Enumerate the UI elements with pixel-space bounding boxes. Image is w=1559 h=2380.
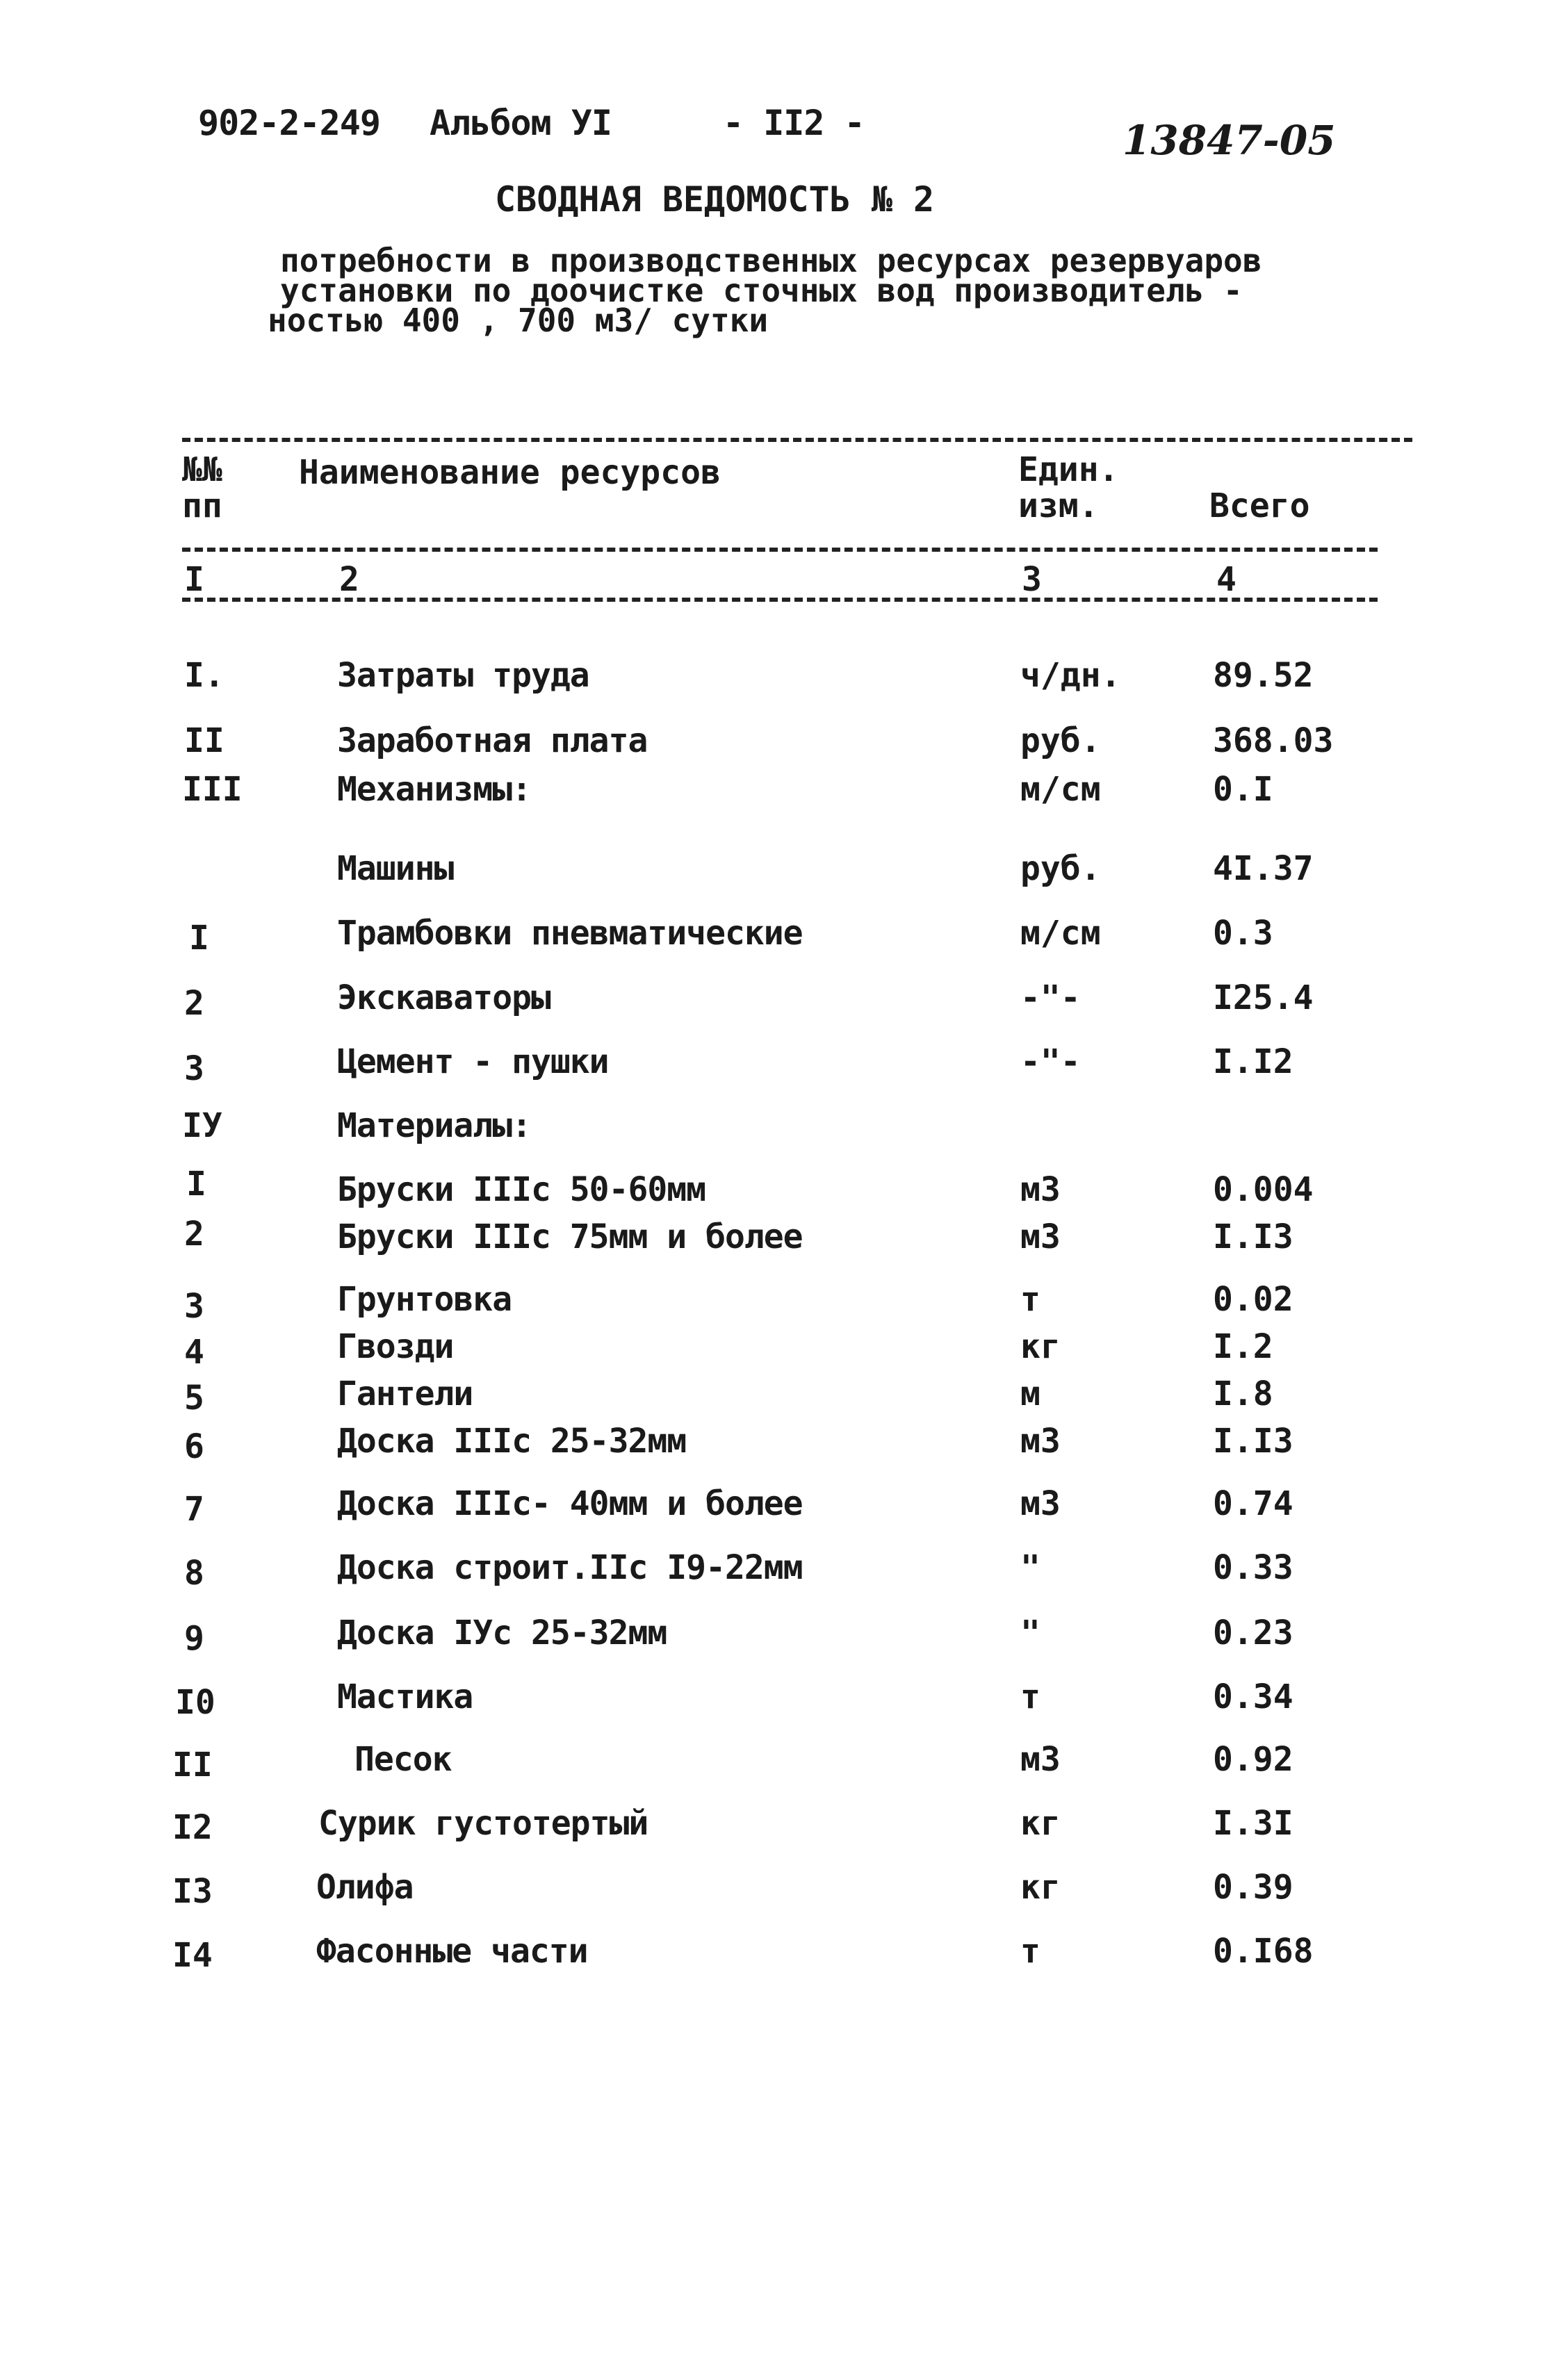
- column-number-rule: [182, 598, 1378, 602]
- row-total: I25.4: [1213, 978, 1314, 1017]
- row-name: Олифа: [316, 1868, 414, 1907]
- row-total: I.3I: [1213, 1804, 1293, 1843]
- row-total: I.8: [1213, 1374, 1273, 1413]
- row-total: 0.92: [1213, 1740, 1293, 1779]
- row-num: I: [189, 919, 209, 958]
- col-number-2: 2: [339, 560, 359, 599]
- header-bottom-rule: [182, 548, 1378, 552]
- col-number-3: 3: [1022, 560, 1042, 599]
- row-num: 6: [184, 1427, 204, 1466]
- row-unit: м3: [1020, 1484, 1061, 1523]
- row-name: Машины: [337, 849, 454, 888]
- row-unit: кг: [1020, 1327, 1061, 1366]
- subtitle-line-3: ностью 400 , 700 м3/ сутки: [268, 302, 769, 339]
- row-name: Песок: [354, 1740, 452, 1779]
- row-unit: т: [1020, 1677, 1040, 1716]
- row-total: 0.74: [1213, 1484, 1293, 1523]
- row-name: Грунтовка: [337, 1280, 512, 1319]
- row-unit: м3: [1020, 1740, 1061, 1779]
- table-top-rule: [182, 438, 1412, 442]
- row-num: 2: [184, 984, 204, 1023]
- row-total: 368.03: [1213, 721, 1334, 760]
- handwritten-number: 13847-05: [1123, 117, 1336, 164]
- row-num: II: [184, 721, 225, 760]
- row-name: Мастика: [337, 1677, 473, 1716]
- row-unit: м3: [1020, 1422, 1061, 1461]
- row-num: 7: [184, 1490, 204, 1529]
- col-header-total: Всего: [1209, 486, 1310, 525]
- document-title: СВОДНАЯ ВЕДОМОСТЬ № 2: [495, 179, 935, 220]
- row-num: 9: [184, 1619, 204, 1658]
- row-unit: ": [1020, 1548, 1040, 1587]
- row-total: I.I2: [1213, 1042, 1293, 1081]
- row-unit: м: [1020, 1374, 1040, 1413]
- row-num: 3: [184, 1287, 204, 1326]
- col-header-name: Наименование ресурсов: [299, 453, 721, 492]
- row-num: 5: [184, 1379, 204, 1418]
- row-unit: м/см: [1020, 770, 1101, 809]
- row-unit: -"-: [1020, 978, 1081, 1017]
- row-total: I.I3: [1213, 1422, 1293, 1461]
- row-unit: м3: [1020, 1170, 1061, 1209]
- subtitle-line-1: потребности в производственных ресурсах резервуаров: [280, 242, 1262, 279]
- row-num: I3: [172, 1872, 213, 1911]
- row-total: 0.34: [1213, 1677, 1293, 1716]
- page-number: - II2 -: [723, 103, 865, 143]
- row-num: 2: [184, 1215, 204, 1254]
- row-name: Гвозди: [337, 1327, 454, 1366]
- row-unit: руб.: [1020, 849, 1101, 888]
- row-total: 0.02: [1213, 1280, 1293, 1319]
- row-name: Доска строит.IIс I9-22мм: [337, 1548, 803, 1587]
- row-unit: ": [1020, 1614, 1040, 1652]
- row-total: 89.52: [1213, 656, 1314, 695]
- row-name: Доска IIIс- 40мм и более: [337, 1484, 803, 1523]
- row-total: 0.39: [1213, 1868, 1293, 1907]
- row-total: 0.33: [1213, 1548, 1293, 1587]
- row-name: Бруски IIIс 75мм и более: [337, 1217, 803, 1256]
- album-label: Альбом УI: [430, 103, 612, 143]
- row-unit: т: [1020, 1280, 1040, 1319]
- row-name: Цемент - пушки: [337, 1042, 609, 1081]
- row-name: Сурик густотертый: [318, 1804, 648, 1843]
- row-name: Механизмы:: [337, 770, 531, 809]
- row-num: 3: [184, 1049, 204, 1088]
- col-header-num: №№ пп: [182, 450, 222, 525]
- row-name: Бруски IIIс 50-60мм: [337, 1170, 706, 1209]
- row-unit: кг: [1020, 1868, 1061, 1907]
- row-name: Гантели: [337, 1374, 473, 1413]
- row-total: 0.I: [1213, 770, 1273, 809]
- row-unit: ч/дн.: [1020, 656, 1121, 695]
- row-unit: т: [1020, 1932, 1040, 1971]
- col-number-1: I: [184, 560, 204, 599]
- row-total: I.I3: [1213, 1217, 1293, 1256]
- row-total: I.2: [1213, 1327, 1273, 1366]
- row-total: 0.23: [1213, 1614, 1293, 1652]
- row-name: Доска IIIс 25-32мм: [337, 1422, 687, 1461]
- row-total: 0.I68: [1213, 1932, 1314, 1971]
- row-num: IУ: [182, 1106, 222, 1145]
- row-name: Материалы:: [337, 1106, 531, 1145]
- row-total: 0.3: [1213, 914, 1273, 953]
- row-unit: м/см: [1020, 914, 1101, 953]
- row-unit: кг: [1020, 1804, 1061, 1843]
- row-total: 0.004: [1213, 1170, 1314, 1209]
- row-unit: руб.: [1020, 721, 1101, 760]
- row-name: Заработная плата: [337, 721, 648, 760]
- row-name: Трамбовки пневматические: [337, 914, 803, 953]
- row-unit: -"-: [1020, 1042, 1081, 1081]
- row-num: I0: [175, 1683, 215, 1722]
- row-num: 4: [184, 1333, 204, 1372]
- col-header-unit: Един. изм.: [1018, 450, 1119, 525]
- row-num: I.: [184, 656, 225, 695]
- subtitle-line-2: установки по доочистке сточных вод производитель -: [280, 272, 1243, 309]
- row-num: I4: [172, 1936, 213, 1975]
- row-name: Затраты труда: [337, 656, 589, 695]
- row-name: Доска IУс 25-32мм: [337, 1614, 667, 1652]
- row-num: III: [182, 770, 243, 809]
- row-num: I: [186, 1165, 206, 1204]
- row-num: II: [172, 1746, 213, 1784]
- row-num: I2: [172, 1808, 213, 1847]
- row-num: 8: [184, 1554, 204, 1593]
- row-name: Фасонные части: [316, 1932, 588, 1971]
- row-unit: м3: [1020, 1217, 1061, 1256]
- doc-code: 902-2-249: [198, 103, 380, 143]
- row-total: 4I.37: [1213, 849, 1314, 888]
- row-name: Экскаваторы: [337, 978, 550, 1017]
- col-number-4: 4: [1216, 560, 1236, 599]
